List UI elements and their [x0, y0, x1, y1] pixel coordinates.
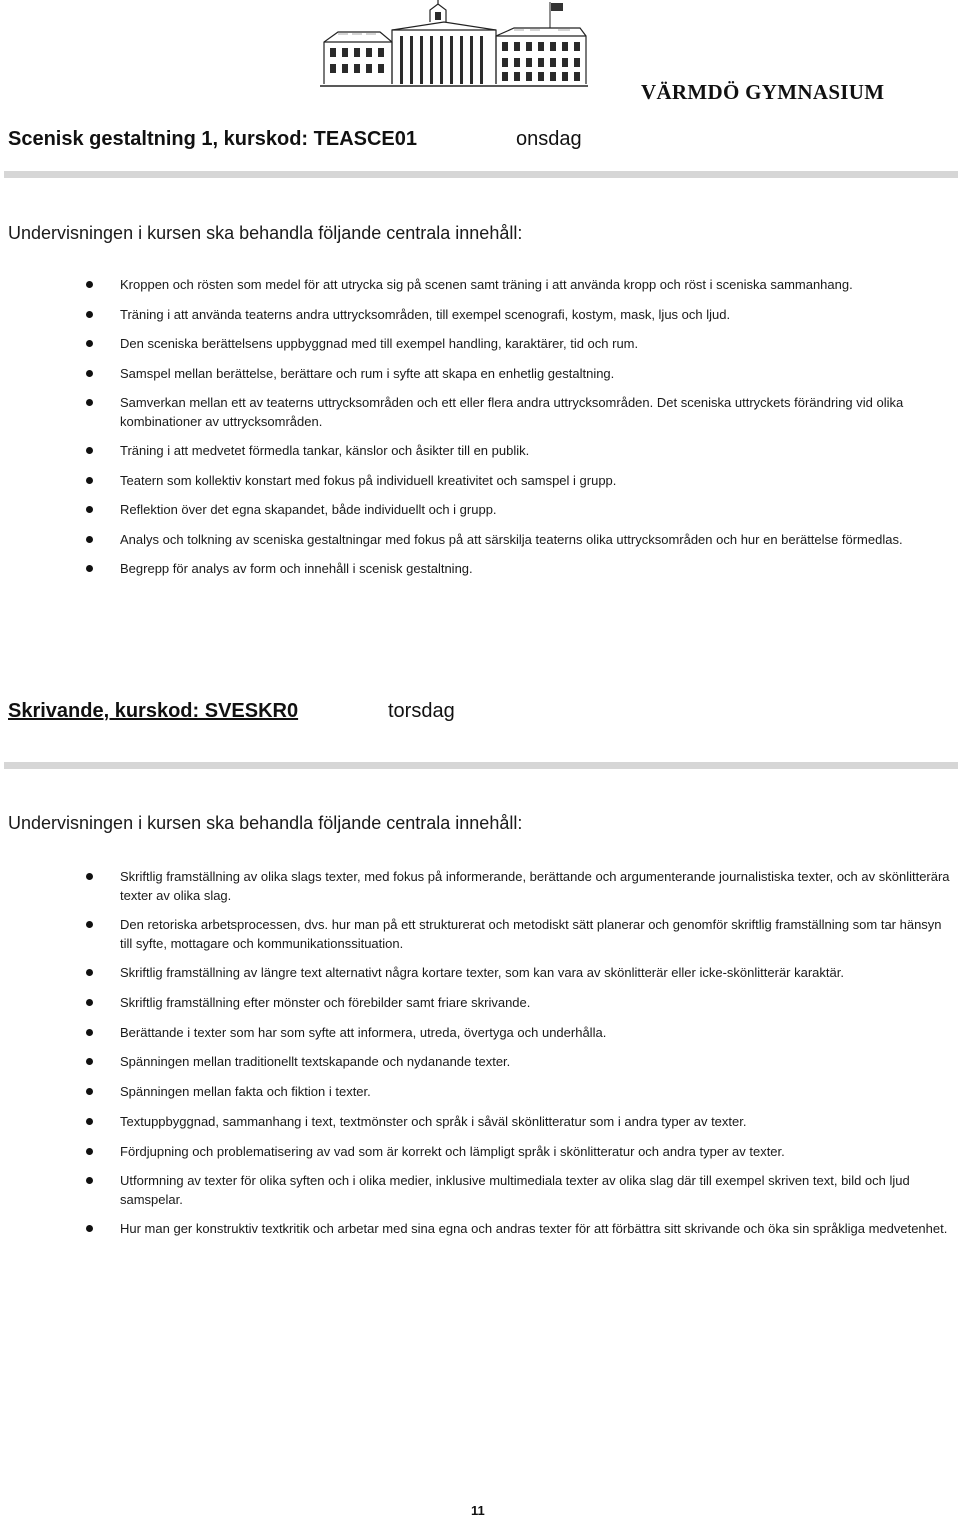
- list-item: Teatern som kollektiv konstart med fokus på individuell kreativitet och samspel i grupp.: [0, 472, 955, 491]
- course-title: Scenisk gestaltning 1, kurskod: TEASCE01: [8, 128, 418, 150]
- list-item: Samverkan mellan ett av teaterns uttrycksområden och ett eller flera andra uttrycksområden. Det sceniska uttryckets förändring vid olika kombinationer av uttrycksområden.: [0, 394, 955, 431]
- list-item: Skriftlig framställning av olika slags texter, med fokus på informerande, berättande och argumenterande journalistiska texter, och av skönlitterära texter av olika slag.: [0, 868, 955, 905]
- list-item: Berättande i texter som har som syfte att informera, utreda, övertyga och underhålla.: [0, 1024, 955, 1043]
- school-building-logo: [318, 0, 590, 92]
- list-item: Begrepp för analys av form och innehåll i scenisk gestaltning.: [0, 560, 955, 579]
- list-item: Textuppbyggnad, sammanhang i text, textmönster och språk i såväl skönlitteratur som i andra typer av texter.: [0, 1113, 955, 1132]
- course-day: torsdag: [388, 700, 455, 722]
- page-number: 11: [471, 1503, 485, 1518]
- list-item: Analys och tolkning av sceniska gestaltningar med fokus på att särskilja teaterns olika uttrycksområden och hur en berättelse förmedlas.: [0, 531, 955, 550]
- list-item: Träning i att medvetet förmedla tankar, känslor och åsikter till en publik.: [0, 442, 955, 461]
- section-divider: [4, 171, 958, 178]
- list-item: Spänningen mellan traditionellt textskapande och nydanande texter.: [0, 1053, 955, 1072]
- course-day: onsdag: [516, 128, 582, 150]
- school-name: VÄRMDÖ GYMNASIUM: [641, 80, 885, 104]
- list-item: Fördjupning och problematisering av vad som är korrekt och lämpligt språk i skönlitteratur och andra typer av texter.: [0, 1143, 955, 1162]
- section-intro: Undervisningen i kursen ska behandla följande centrala innehåll:: [8, 813, 523, 833]
- list-item: Hur man ger konstruktiv textkritik och arbetar med sina egna och andras texter för att förbättra sitt skrivande och öka sin språkliga medvetenhet.: [0, 1220, 955, 1239]
- section-intro: Undervisningen i kursen ska behandla följande centrala innehåll:: [8, 223, 523, 243]
- list-item: Kroppen och rösten som medel för att utrycka sig på scenen samt träning i att använda kropp och röst i sceniska sammanhang.: [0, 276, 955, 295]
- section-divider: [4, 762, 958, 769]
- list-item: Spänningen mellan fakta och fiktion i texter.: [0, 1083, 955, 1102]
- content-list: [0, 868, 955, 1250]
- list-item: Utformning av texter för olika syften och i olika medier, inklusive multimediala texter av olika slag där till exempel skriven text, bild och ljud samspelar.: [0, 1172, 955, 1209]
- list-item: Den retoriska arbetsprocessen, dvs. hur man på ett strukturerat och metodiskt sätt planerar och genomför skriftlig framställning som tar hänsyn till syfte, mottagare och kommunikationssituation.: [0, 916, 955, 953]
- list-item: Reflektion över det egna skapandet, både individuellt och i grupp.: [0, 501, 955, 520]
- list-item: Skriftlig framställning efter mönster och förebilder samt friare skrivande.: [0, 994, 955, 1013]
- list-item: Samspel mellan berättelse, berättare och rum i syfte att skapa en enhetlig gestaltning.: [0, 365, 955, 384]
- list-item: Träning i att använda teaterns andra uttrycksområden, till exempel scenografi, kostym, mask, ljus och ljud.: [0, 306, 955, 325]
- list-item: Den sceniska berättelsens uppbyggnad med till exempel handling, karaktärer, tid och rum.: [0, 335, 955, 354]
- content-list: [0, 276, 955, 590]
- list-item: Skriftlig framställning av längre text alternativt några kortare texter, som kan vara av skönlitterär eller icke-skönlitterär karaktär.: [0, 964, 955, 983]
- course-title: Skrivande, kurskod: SVESKR0: [8, 700, 299, 722]
